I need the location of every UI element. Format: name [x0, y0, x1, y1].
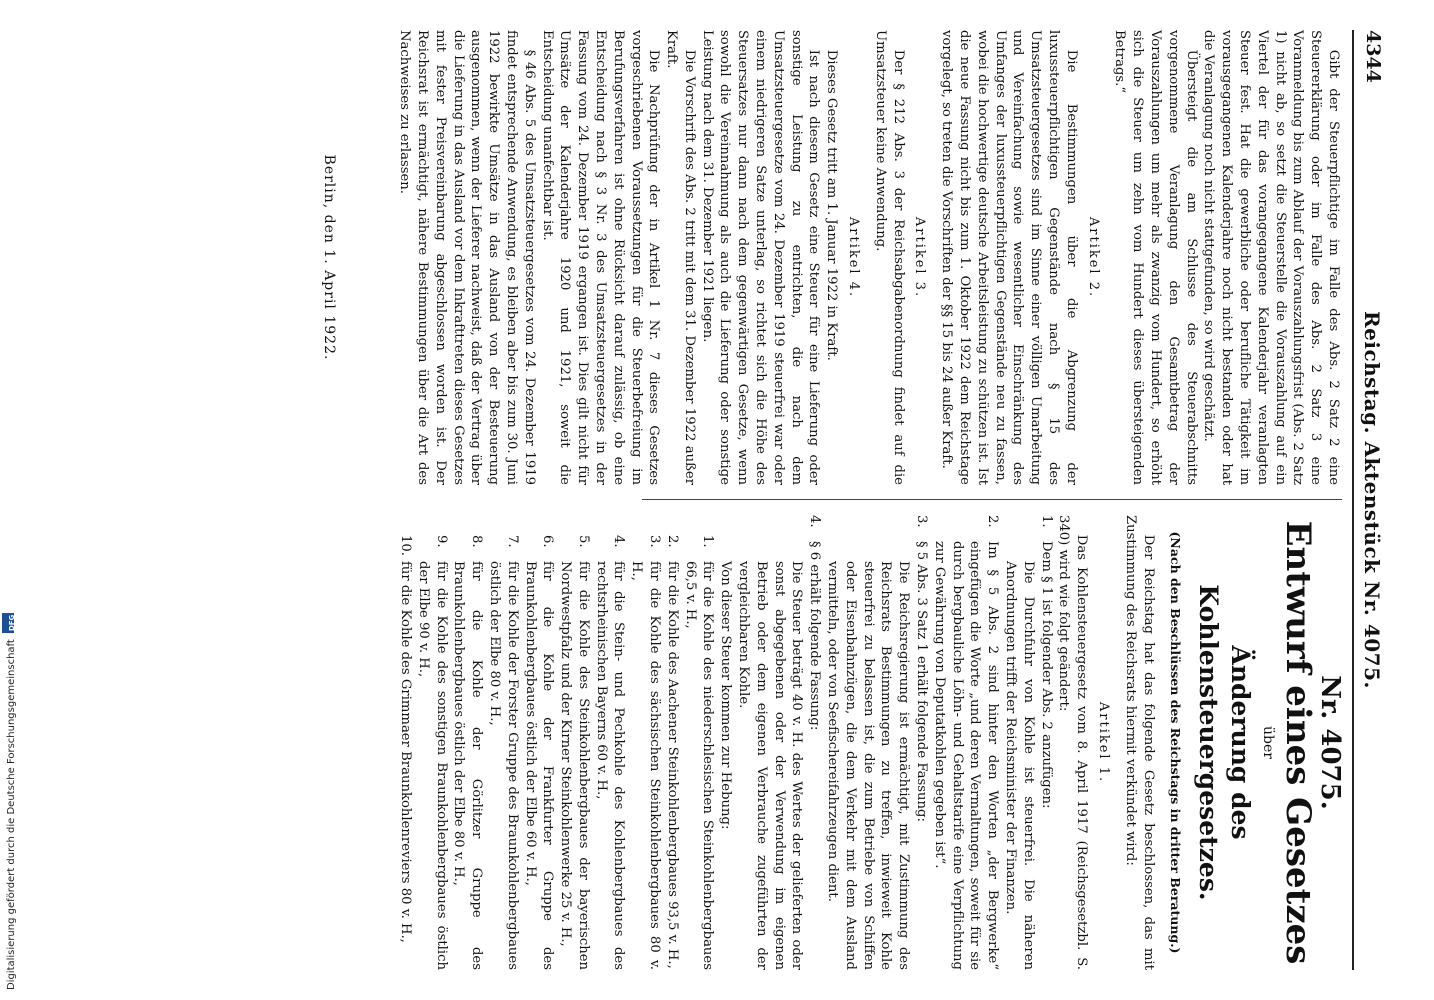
paragraph: Gibt der Steuerpflichtige im Falle des Abs. 2 Satz 2 eine Steuererklärung oder im Falle des Abs. 2 Satz 3 eine Voranmeldung bis zum Ablauf der Vorauszahlungsfrist (Abs. 2 Satz 1) nicht ab, so setzt die Steuerstelle die Vorauszahlung auf ein Viertel der für das vorangegangene Kalenderjahr veranlagten Steuer fest. Hat die gewerbliche oder berufliche Tätigkeit im vorausgegangenen Kalenderjahre noch nicht bestanden oder hat die Veranlagung noch nicht stattgefunden, so wird geschätzt. [1201, 30, 1341, 485]
list-item [681, 515, 717, 970]
item-text: für die Kohle des Grimmaer Braunkohlenreviers 80 v. H., [397, 561, 413, 943]
item-text: für die Kohle des sächsischen Steinkohlenbergbaues 80 v. H., [629, 561, 663, 970]
title-connector: über [1260, 726, 1277, 759]
item-text: für die Kohle des Aachener Steinkohlenbergbaues 93,5 v. H., [664, 561, 680, 969]
column-divider [642, 499, 1342, 500]
list-item [734, 515, 805, 970]
paragraph: Ist nach diesem Gesetz eine Steuer für eine Lieferung oder sonstige Leistung zu entrichten, die nach dem Umsatzsteuergesetze vom 24. Dezember 1919 steuerfrei war oder einem niedrigeren Satze unterlag, so richtet sich die Höhe des Steuersatzes nur dann nach dem gegenwärtigen Gesetze, wenn sowohl die Vereinnahmung als auch die Lieferung oder sonstige Leistung nach dem 31. Dezember 1921 liegen. [699, 30, 822, 485]
list-item [485, 515, 521, 970]
list-item [1037, 515, 1055, 970]
item-text: für die Kohle der Görlitzer Gruppe des Braunkohlenbergbaues östlich der Elbe 80 v. H., [451, 561, 485, 970]
item-number: 3. [914, 515, 930, 528]
item-text: für die Stein- und Pechkohle des Kohlenbergbaues des rechtsrheinischen Bayerns 60 v. H., [593, 561, 627, 970]
left-column [320, 30, 1342, 485]
item-text: Die Steuer beträgt 40 v. H. des Wertes der gelieferten oder sonst abgegebenen oder der Verwendung im eigenen Betrieb oder dem eigenen Verbrauche zugeführten der vergleichbaren Kohle. [736, 561, 805, 970]
list-item [396, 515, 414, 970]
running-head: Reichstag. Aktenstück Nr. 4075. [1360, 311, 1384, 689]
paragraph: Das Kohlensteuergesetz vom 8. April 1917 (Reichsgesetzbl. S. 340) wird wie folgt geändert: [1056, 515, 1090, 970]
article-heading: Artikel 1. [1096, 701, 1112, 784]
item-number: 8. [469, 535, 485, 548]
article-heading: Artikel 3. [912, 216, 928, 299]
paragraph: Die Bestimmungen über die Abgrenzung der luxussteuerpflichtigen Gegenstände nach § 15 des Umsatzsteuergesetzes sind im Sinne einer völligen Umarbeitung und Vereinfachung sowie wesentlicher Einschränkung des Umfanges der luxussteuerpflichtigen Gegenstände neu zu fassen, wobei die hochwertige deutsche Arbeitsleistung zu schützen ist. Ist die neue Fassung nicht bis zum 1. Oktober 1922 dem Reichstage vorgelegt, so treten die Vorschriften der §§ 15 bis 24 außer Kraft. [939, 30, 1079, 485]
list-item [414, 515, 450, 970]
item-text: für die Kohle des Steinkohlenbergbaues der bayerischen Nordwestpfalz und der Kirner Steinkohlenwerke 25 v. H., [558, 561, 591, 970]
right-column [396, 515, 1345, 970]
digitization-credit [2, 613, 17, 990]
item-number: 6. [540, 535, 556, 548]
item-number: 4. [611, 535, 627, 548]
item-text: Von dieser Steuer kommen zur Hebung: [718, 561, 734, 830]
item-number [1001, 535, 1037, 561]
dfg-logo-icon: DFG [2, 613, 14, 633]
paragraph: Dieses Gesetz tritt am 1. Januar 1922 in Kraft. [824, 49, 840, 361]
credit-text: Digitalisierung gefördert durch die Deutsche Forschungsgemeinschaft [6, 639, 17, 990]
item-text: für die Kohle des sonstigen Braunkohlenbergbaues östlich der Elbe 90 v. H., [415, 561, 449, 970]
list-item [823, 515, 912, 970]
tax-rate-list [396, 515, 716, 970]
reading-note: (Nach den Beschlüssen des Reichstags in dritter Beratung.) [1168, 531, 1184, 954]
paragraph: Die Vorschrift des Abs. 2 tritt mit dem 31. Dezember 1922 außer Kraft. [664, 30, 697, 485]
item-number [823, 535, 912, 561]
paragraph: § 46 Abs. 5 des Umsatzsteuergesetzes vom 24. Dezember 1919 findet entsprechende Anwendung, es bleiben aber bis zum 30. Juni 1922 bewirkte Umsätze in das Ausland von der Besteuerung ausgenommen, wenn der Lieferer nachweist, daß der Vertrag über die Lieferung in das Ausland vor dem Inkrafttreten dieses Gesetzes mit fester Preisvereinbarung abgeschlossen worden ist. Der Reichsrat ist ermächtigt, nähere Bestimmungen über die Art des Nachweises zu erlassen. [397, 30, 537, 485]
article-heading: Artikel 2. [1085, 216, 1101, 299]
item-text: Dem § 1 ist folgender Abs. 2 anzufügen: [1038, 541, 1054, 809]
list-item [912, 515, 930, 970]
item-text: Die Durchfuhr von Kohle ist steuerfrei. Die näheren Anordnungen trifft der Reichsminister der Finanzen. [1003, 561, 1036, 970]
item-number: 5. [575, 535, 591, 548]
enactment-clause: Der Reichstag hat das folgende Gesetz beschlossen, das mit Zustimmung des Reichsrats hiermit verkündet wird: [1122, 515, 1156, 970]
article-heading: Artikel 4. [846, 216, 862, 299]
amendment-list [716, 515, 1054, 970]
list-item [556, 515, 592, 970]
document-number: Nr. 4075. [1315, 675, 1345, 810]
page-number: 4344 [1362, 30, 1384, 83]
item-number: 2. [985, 515, 1001, 528]
list-item [930, 515, 1001, 970]
item-text: Im § 5 Abs. 2 sind hinter den Worten „der Bergwerke“ eingefügen die Worte „und deren Vermaltungen, soweit für sie durch bergbauliche Löhn- und Gehaltstarife eine Verpflichtung zur Gewährung von Deputatkohlen gegeben ist“. [931, 541, 1001, 970]
item-number: 3. [647, 535, 663, 548]
list-item [716, 515, 734, 970]
document-subtitle: Änderung des Kohlensteuergesetzes. [1194, 584, 1256, 901]
signature-line: Berlin, den 1. April 1922. [321, 154, 338, 361]
item-number: 9. [433, 535, 449, 548]
item-text: § 6 erhält folgende Fassung: [807, 541, 823, 731]
list-item [450, 515, 486, 970]
paragraph: Die Nachprüfung der in Artikel 1 Nr. 7 dieses Gesetzes vorgeschriebenen Voraussetzungen für die Steuerbefreiung im Berufungsverfahren ist ohne Rücksicht darauf zulässig, ob eine Entscheidung nach § 3 Nr. 3 des Umsatzsteuergesetzes in der Fassung vom 24. Dezember 1919 ergangen ist. Dies gilt nicht für Umsätze der Kalenderjahre 1920 und 1921, soweit die Entscheidung unanfechtbar ist. [539, 30, 662, 485]
list-item [521, 515, 557, 970]
item-text: Die Reichsregierung ist ermächtigt, mit Zustimmung des Reichsrats Bestimmungen zu treffen, inwieweit Kohle steuerfrei zu belassen ist, die zum Betriebe von Schiffen oder Eisenbahnzügen, die dem Verkehr mit dem Ausland vermitteln, oder von Seefischereifahrzeugen dient. [825, 561, 912, 970]
item-number: 4. [807, 515, 823, 528]
item-number: 1. [700, 535, 716, 548]
item-text: § 5 Abs. 3 Satz 1 erhält folgende Fassung: [914, 541, 930, 822]
item-number [716, 535, 734, 561]
paragraph: Übersteigt die am Schlusse des Steuerabschnitts vorgenommene Veranlagung den Gesamtbetrag der Vorauszahlungen um mehr als zwanzig vom Hundert, so erhöht sich die Steuer um zehn vom Hundert dieses übersteigenden Betrags.“ [1112, 30, 1199, 485]
item-number: 2. [664, 535, 680, 548]
item-text: für die Kohle des niederschlesischen Steinkohlenbergbaues 66,5 v. H., [682, 561, 716, 970]
list-item [805, 515, 823, 970]
item-number: 10. [397, 535, 413, 556]
item-number [734, 535, 805, 561]
item-number: 1. [1038, 515, 1054, 528]
paragraph: Der § 212 Abs. 3 der Reichsabgabenordnung findet auf die Umsatzsteuer keine Anwendung. [872, 30, 906, 485]
item-text: für die Kohle der Frankfurter Gruppe des Braunkohlenbergbaues östlich der Elbe 60 v. H., [522, 561, 556, 970]
page-header [1352, 30, 1388, 970]
list-item [628, 515, 664, 970]
item-number: 7. [504, 535, 520, 548]
list-item [663, 515, 681, 970]
document-title: Entwurf eines Gesetzes [1278, 520, 1319, 965]
list-item [592, 515, 628, 970]
item-text: für die Kohle der Forster Gruppe des Braunkohlenbergbaues östlich der Elbe 80 v. H., [486, 561, 520, 970]
list-item [1001, 515, 1037, 970]
